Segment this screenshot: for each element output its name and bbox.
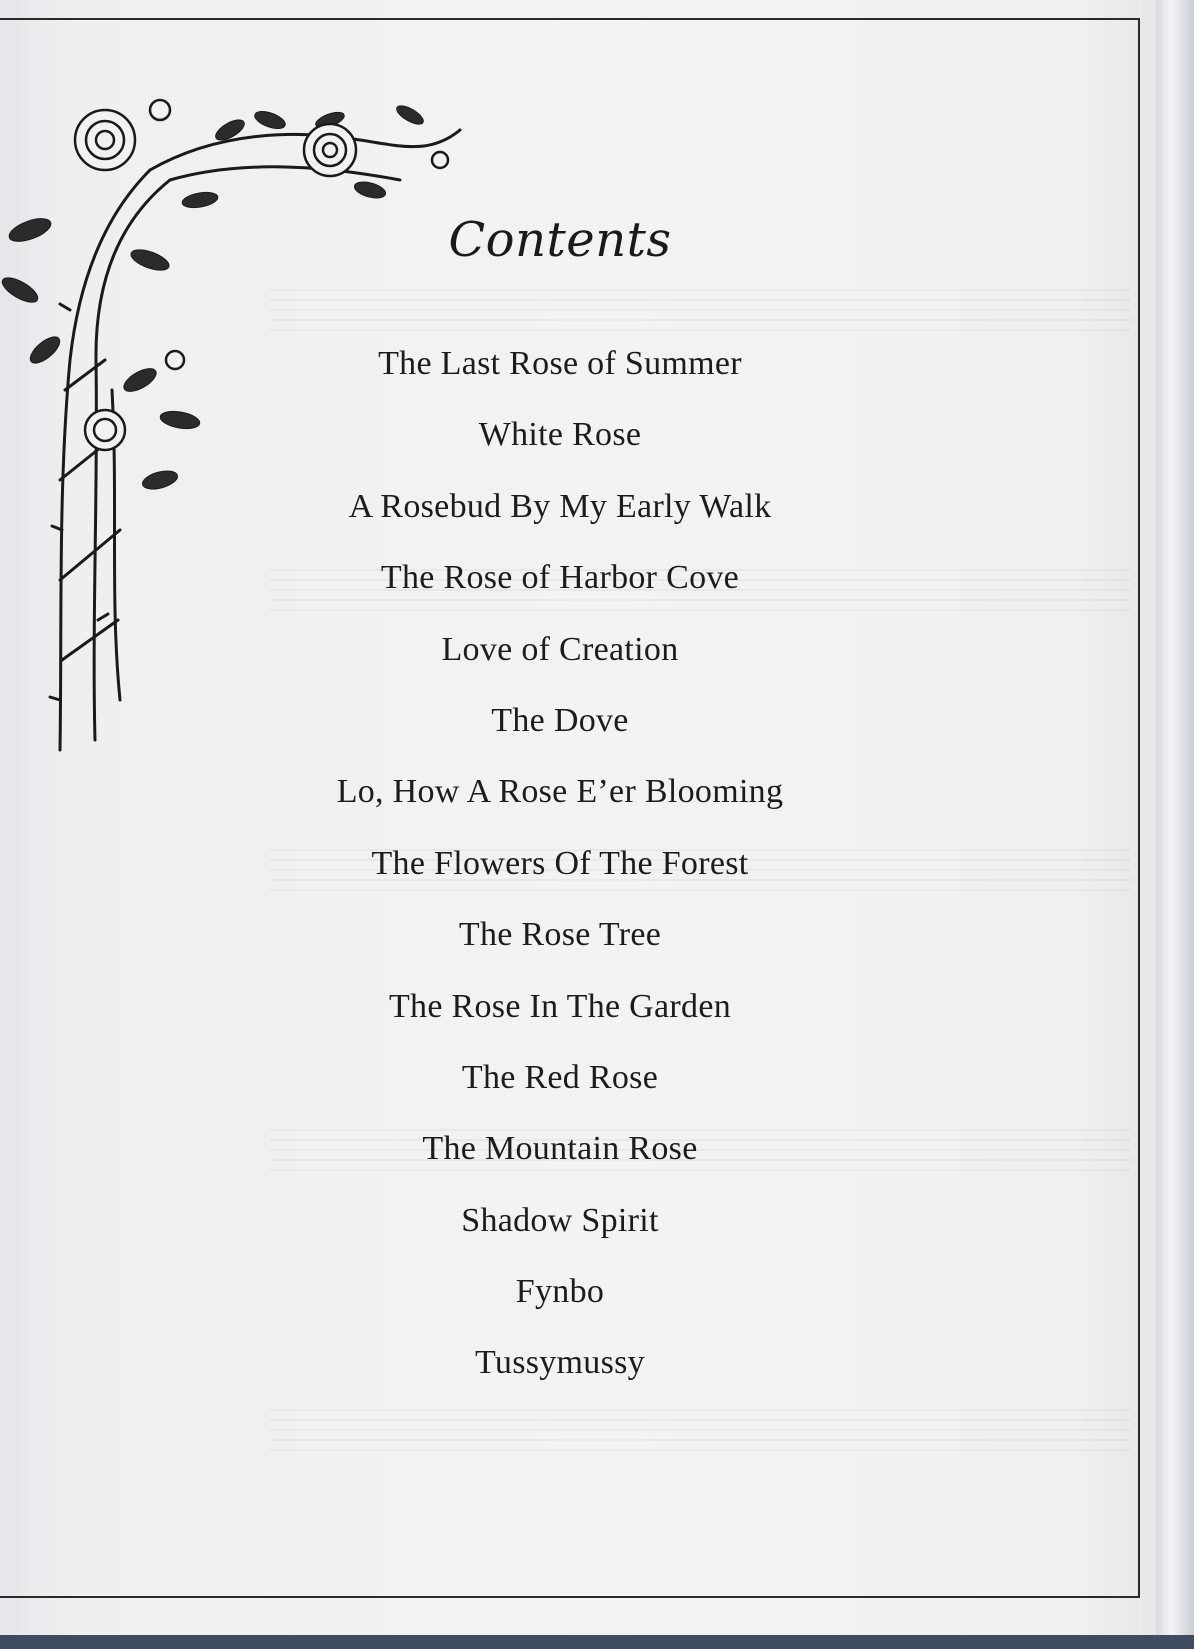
contents-entry: The Mountain Rose [422,1130,698,1168]
page-edge [1156,0,1194,1649]
contents-list [0,346,1120,1417]
contents-entry: Lo, How A Rose E’er Blooming [336,773,784,811]
contents-entry: The Last Rose of Summer [378,345,742,382]
background-strip [0,1635,1194,1649]
contents-entry: The Rose of Harbor Cove [380,559,740,597]
contents-entry: White Rose [478,416,642,454]
contents-entry: Shadow Spirit [461,1201,659,1239]
contents-entry: The Red Rose [461,1058,659,1096]
contents-entry: The Rose In The Garden [388,987,732,1025]
contents-entry: Love of Creation [441,630,679,668]
contents-entry: Tussymussy [475,1344,645,1382]
contents-entry: Fynbo [515,1273,605,1311]
contents-entry: The Rose Tree [458,916,662,954]
contents-entry: The Dove [491,701,629,739]
contents-entry: The Flowers Of The Forest [371,844,749,882]
page-title: Contents [448,212,672,268]
contents-entry: A Rosebud By My Early Walk [348,487,772,525]
